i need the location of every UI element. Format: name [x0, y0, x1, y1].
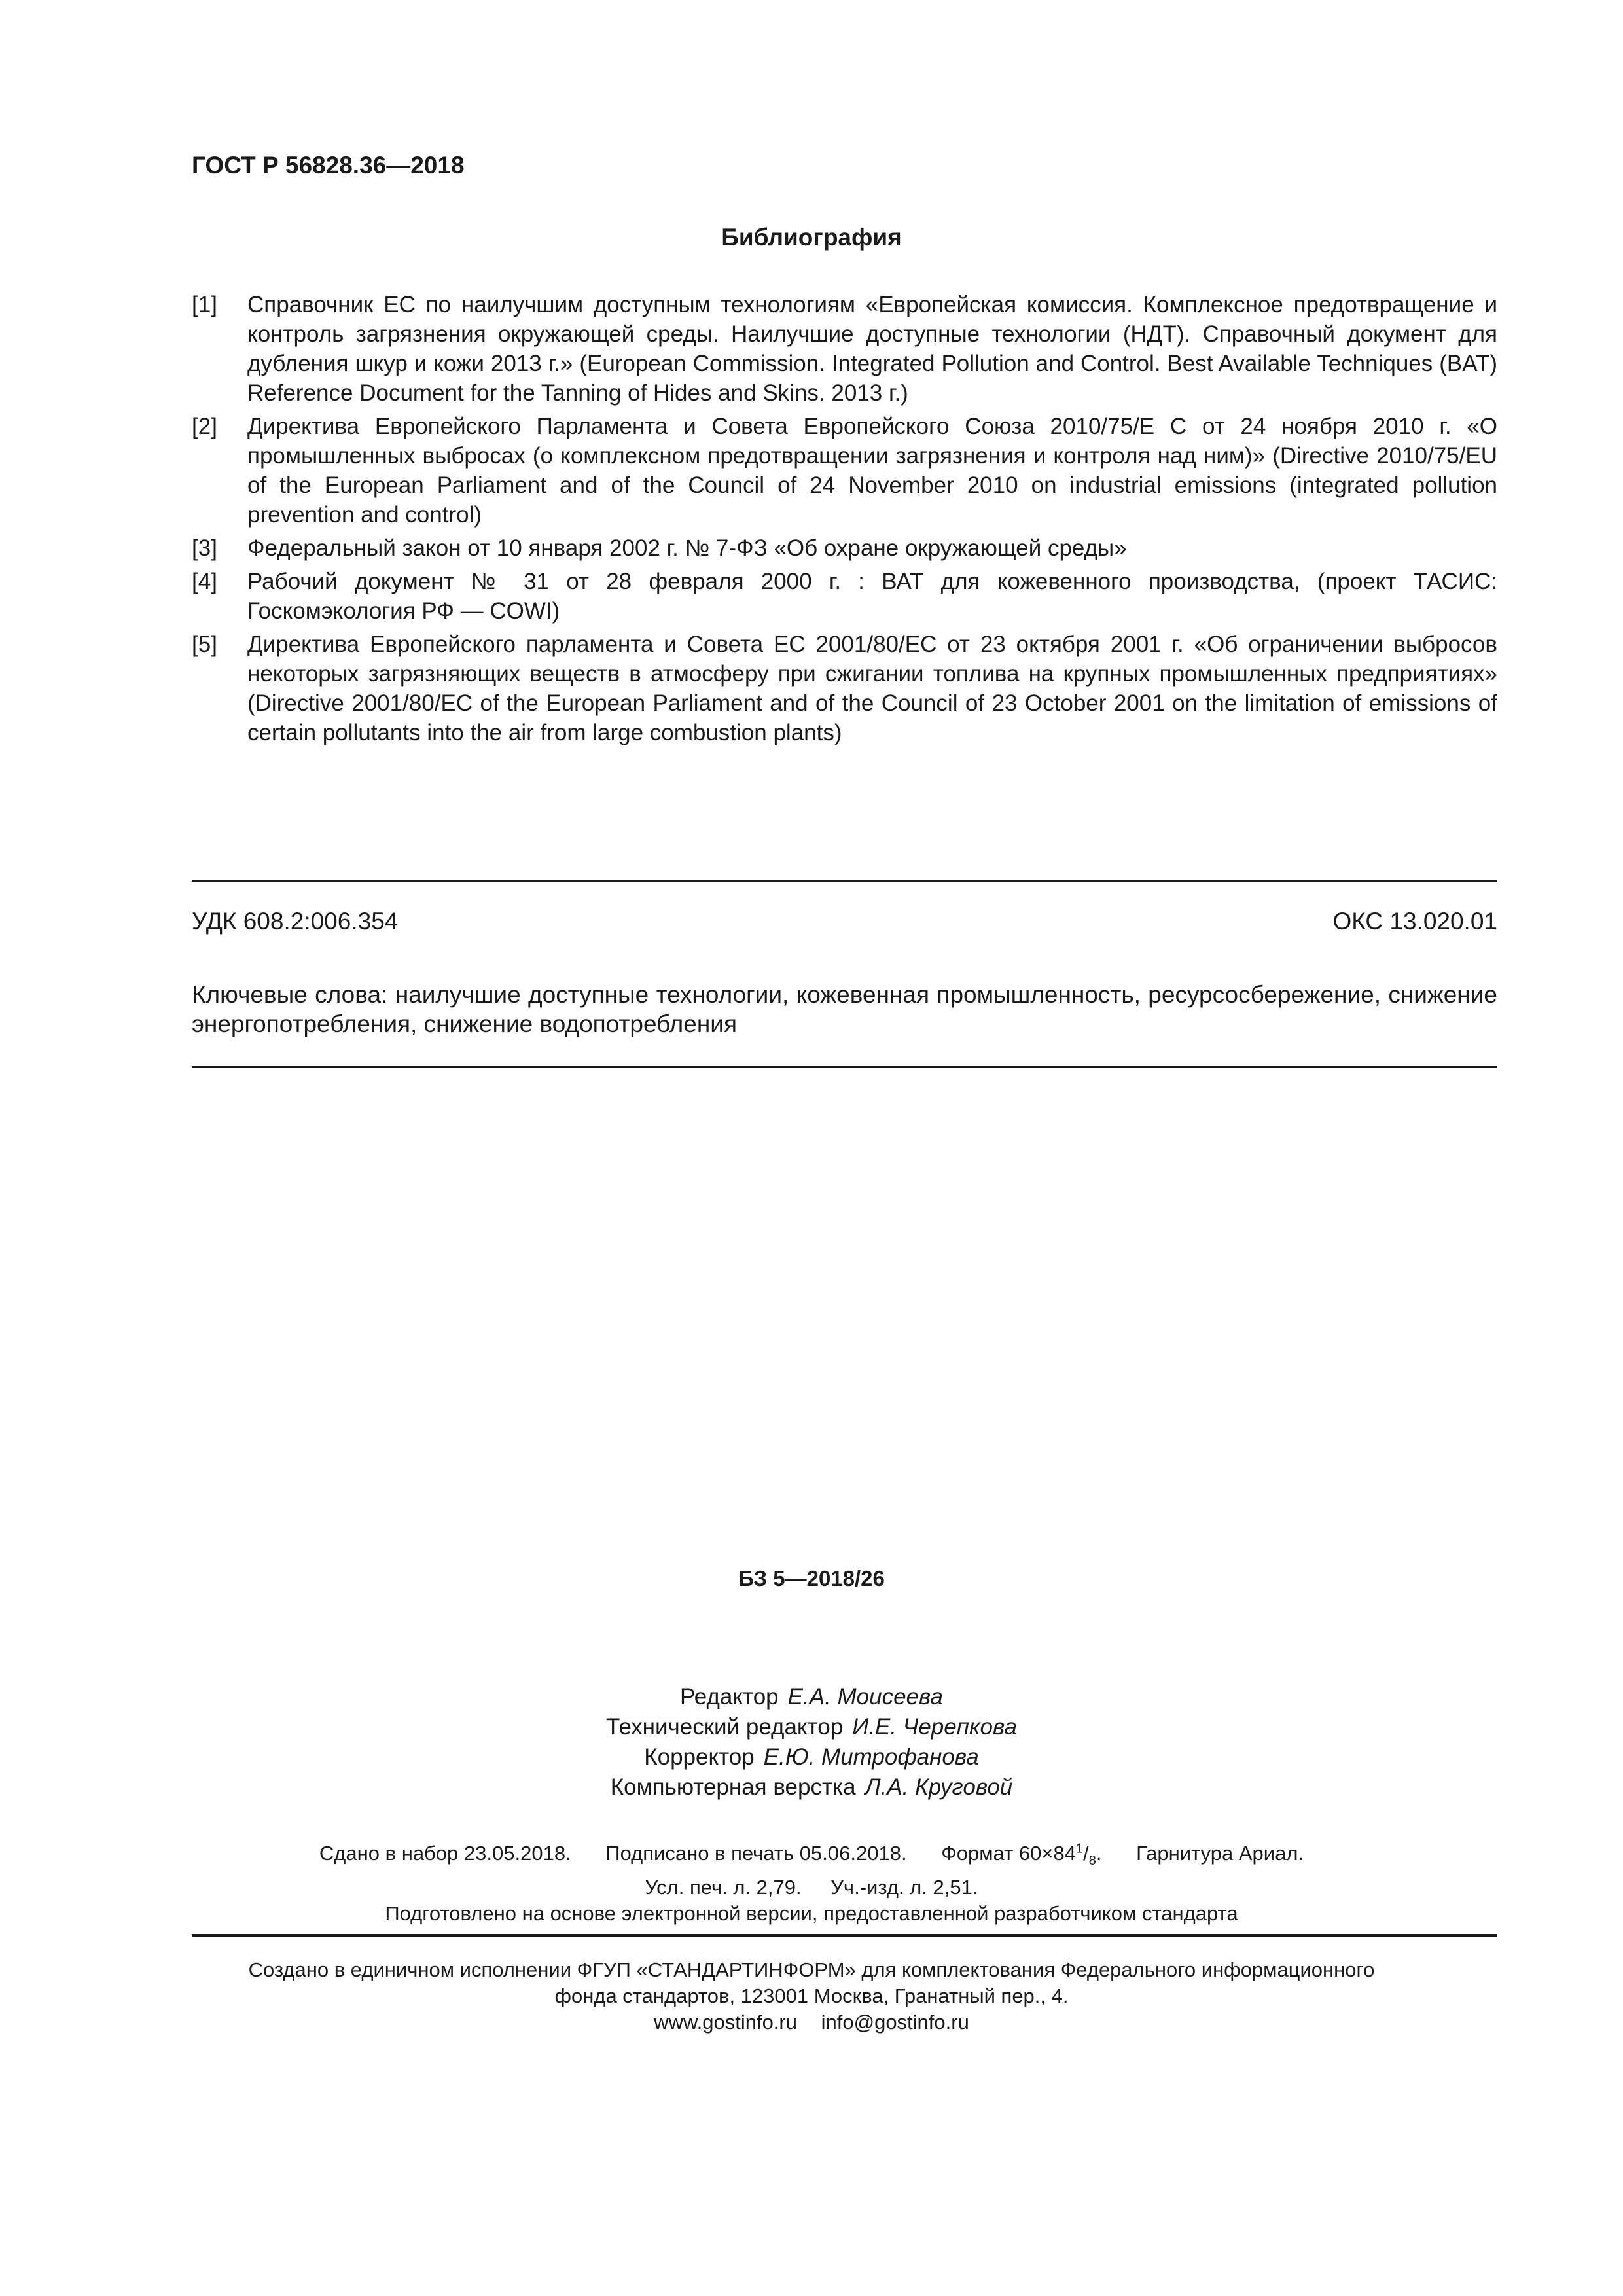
format-prefix: Формат 60×84 [941, 1842, 1076, 1865]
website-link[interactable]: www.gostinfo.ru [654, 2011, 797, 2034]
credit-line-corrector [0, 1742, 1623, 1772]
bibliography-item-text: Директива Европейского парламента и Совета ЕС 2001/80/ЕС от 23 октября 2001 г. «Об ограничении выбросов некоторых загрязняющих веществ в атмосферу при сжигании топлива на крупных промышленных предприятиях» (Directive 2001/80/EC of the European Parliament and of the Council of 23 October 2001 on the limitation of emissions of certain pollutants into the air from large combustion plants) [247, 632, 1497, 745]
bibliography-item-number: [4] [192, 569, 217, 594]
format-slash: / [1083, 1842, 1089, 1865]
email-link[interactable]: info@gostinfo.ru [821, 2011, 969, 2034]
bibliography-item-text: Директива Европейского Парламента и Совета Европейского Союза 2010/75/Е С от 24 ноября 2010 г. «О промышленных выбросах (о комплексном предотвращении загрязнения и контроля над ним)» (Directive 2010/75/EU of the European Parliament and of the Council of 24 November 2010 on industrial emissions (integrated pollution prevention and control) [247, 414, 1497, 528]
credit-line-technical-editor [0, 1712, 1623, 1742]
submitted-date: Сдано в набор 23.05.2018. [319, 1842, 571, 1865]
bibliography-item [192, 630, 1497, 747]
document-code: ГОСТ Р 56828.36—2018 [192, 152, 465, 179]
bibliography-item-number: [3] [192, 535, 217, 561]
bibliography-item-text: Федеральный закон от 10 января 2002 г. № 7-ФЗ «Об охране окружающей среды» [247, 535, 1127, 561]
credit-name: Е.А. Моисеева [787, 1684, 943, 1710]
font-name: Гарнитура Ариал. [1136, 1842, 1304, 1865]
print-sheets: Усл. печ. л. 2,79. [645, 1875, 802, 1899]
oks-code: ОКС 13.020.01 [1332, 908, 1497, 935]
keywords-text: Ключевые слова: наилучшие доступные технологии, кожевенная промышленность, ресурсосбережение, снижение энергопотребления, снижение водопотребления [192, 981, 1497, 1037]
bibliography-item [192, 290, 1497, 408]
publishing-sheets: Уч.-изд. л. 2,51. [830, 1875, 978, 1899]
imprint-block [0, 1836, 1623, 1927]
bz-number: БЗ 5—2018/26 [738, 1566, 885, 1590]
bibliography-item-text: Рабочий документ № 31 от 28 февраля 2000 г. : ВАТ для кожевенного производства, (проект ТАСИС: Госкомэкология РФ — COWI) [247, 569, 1497, 624]
publisher-footer [0, 1957, 1623, 2036]
bibliography-item [192, 412, 1497, 529]
udk-code: УДК 608.2:006.354 [192, 908, 399, 935]
middle-divider [192, 1066, 1497, 1068]
format-suffix: . [1096, 1842, 1102, 1865]
credit-name: Е.Ю. Митрофанова [763, 1744, 979, 1770]
bibliography-item [192, 533, 1497, 563]
imprint-row-dates [0, 1836, 1623, 1874]
credit-line-layout [0, 1772, 1623, 1803]
credit-role: Корректор [644, 1744, 755, 1770]
paper-format [941, 1842, 1102, 1869]
bibliography-item-number: [2] [192, 414, 217, 439]
credit-name: И.Е. Черепкова [852, 1714, 1017, 1740]
bibliography-item-text: Справочник ЕС по наилучшим доступным технологиям «Европейская комиссия. Комплексное предотвращение и контроль загрязнения окружающей среды. Наилучшие доступные технологии (НДТ). Справочный документ для дубления шкур и кожи 2013 г.» (European Commission. Integrated Pollution and Control. Best Available Techniques (BAT) Reference Document for the Tanning of Hides and Skins. 2013 г.) [247, 292, 1497, 406]
bibliography-list [192, 290, 1497, 751]
bibliography-title: Библиография [721, 224, 902, 251]
bibliography-item-number: [5] [192, 632, 217, 657]
credit-role: Редактор [679, 1684, 779, 1710]
bottom-divider [192, 1934, 1497, 1937]
prepared-note: Подготовлено на основе электронной версии, предоставленной разработчиком стандарта [385, 1901, 1238, 1925]
credit-line-editor [0, 1682, 1623, 1712]
top-divider [192, 880, 1497, 882]
credit-role: Технический редактор [606, 1714, 844, 1740]
footer-line-1: Создано в единичном исполнении ФГУП «СТАНДАРТИНФОРМ» для комплектования Федерального информационного [248, 1958, 1375, 1981]
footer-line-2: фонда стандартов, 123001 Москва, Гранатный пер., 4. [554, 1984, 1069, 2007]
imprint-row-sheets [0, 1874, 1623, 1901]
credit-role: Компьютерная верстка [610, 1774, 856, 1800]
credits-block [0, 1682, 1623, 1803]
format-denominator: 8 [1088, 1854, 1096, 1869]
bibliography-item-number: [1] [192, 292, 217, 317]
credit-name: Л.А. Круговой [865, 1774, 1013, 1800]
bibliography-item [192, 567, 1497, 626]
signed-date: Подписано в печать 05.06.2018. [605, 1842, 907, 1865]
footer-links [0, 2009, 1623, 2036]
format-numerator: 1 [1076, 1842, 1084, 1856]
